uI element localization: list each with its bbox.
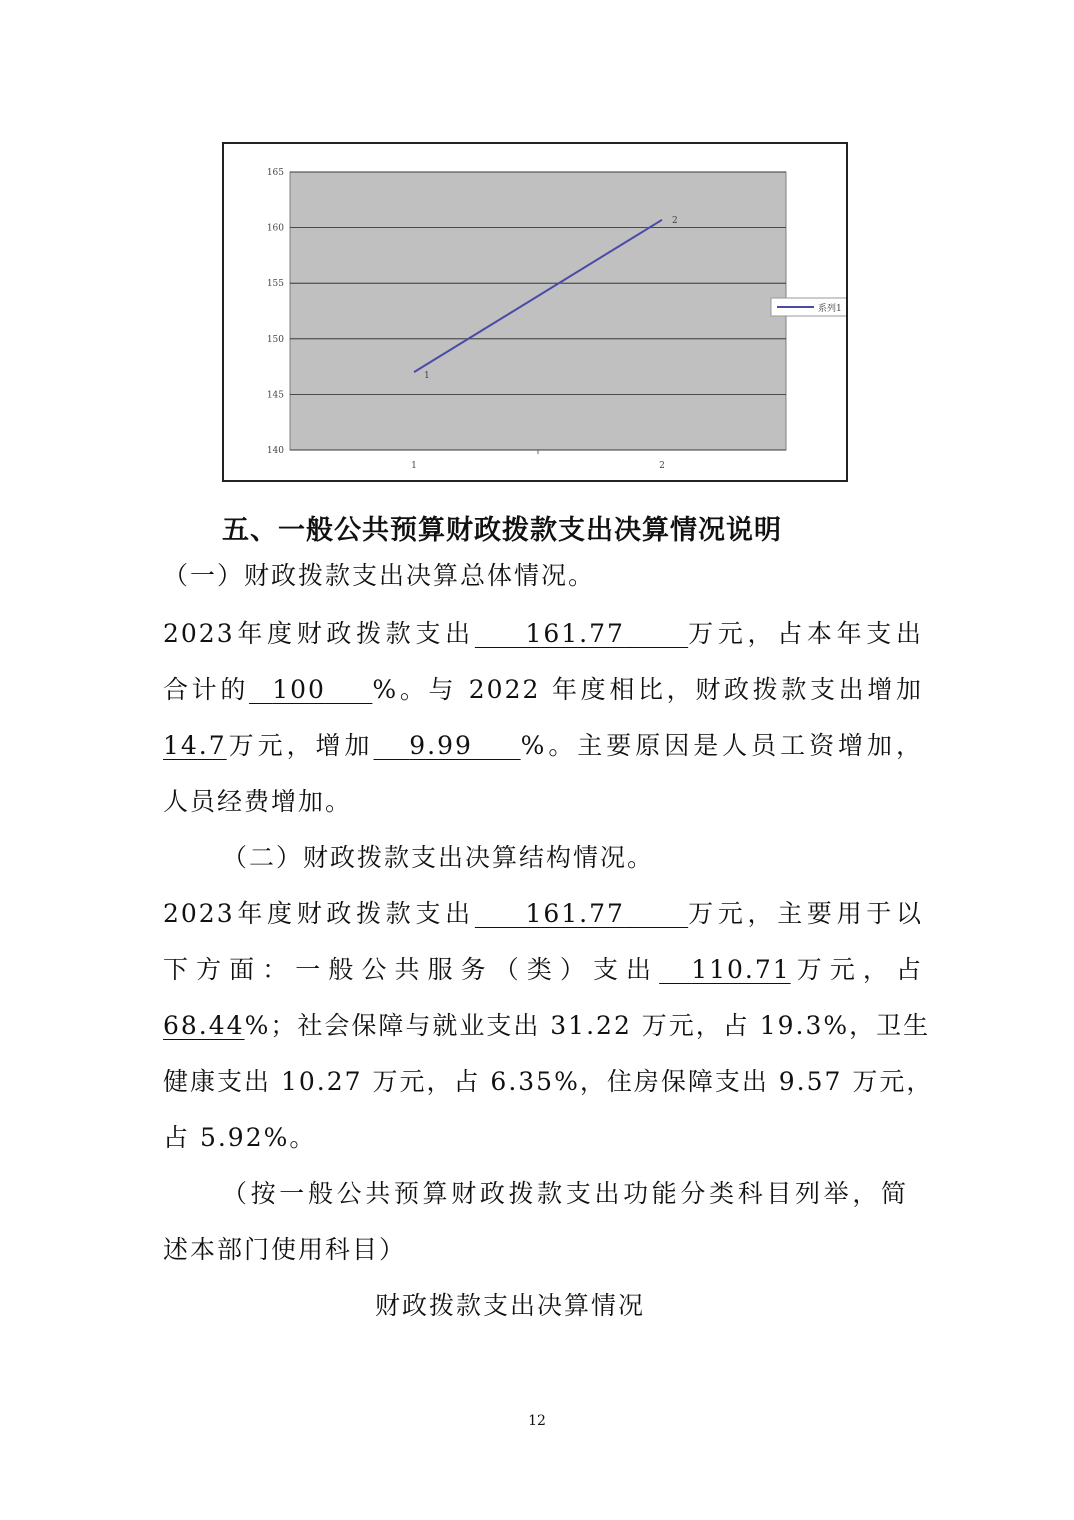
section-heading: 五、一般公共预算财政拨款支出决算情况说明 [222, 515, 782, 546]
paragraph-2-line-4: 健康支出 10.27 万元，占 6.35%，住房保障支出 9.57 万元， [163, 1067, 934, 1096]
paragraph-1-line-1 [163, 614, 923, 650]
text: %；社会保障与就业支出 31.22 万元，占 19.3%，卫生 [244, 1011, 931, 1040]
text: 万元，主要用于以 [688, 899, 923, 928]
page-number: 12 [528, 1413, 546, 1429]
data-point-label: 1 [424, 371, 430, 382]
paragraph-1-line-4: 人员经费增加。 [163, 787, 353, 816]
paragraph-1-line-2 [163, 670, 923, 706]
chart-svg [224, 144, 846, 480]
legend-label: 系列1 [818, 304, 842, 314]
paragraph-2-line-3 [163, 1006, 931, 1042]
y-tick-label: 155 [266, 279, 284, 290]
text: 2023年度财政拨款支出 [163, 619, 475, 648]
plot-area [290, 172, 786, 450]
text: 2023年度财政拨款支出 [163, 899, 475, 928]
x-tick-label: 2 [659, 461, 665, 471]
text: 合计的 [163, 675, 249, 704]
subheading-1: （一）财政拨款支出决算总体情况。 [163, 561, 596, 590]
text: %。与 2022 年度相比，财政拨款支出增加 [372, 675, 923, 704]
legend [771, 298, 846, 316]
paragraph-2-line-5: 占 5.92%。 [163, 1123, 317, 1152]
general-service-value: 110.71 [691, 955, 791, 984]
y-tick-label: 160 [266, 223, 284, 234]
paragraph-2-line-1 [163, 894, 923, 930]
data-point-label: 2 [672, 215, 678, 226]
increase-amount: 14.7 [163, 731, 227, 760]
note-line-2: 述本部门使用科目） [163, 1235, 407, 1264]
subheading-2: （二）财政拨款支出决算结构情况。 [222, 843, 655, 872]
y-tick-label: 165 [266, 168, 284, 178]
general-service-share: 68.44 [163, 1011, 245, 1040]
text: 万元，占本年支出 [688, 619, 923, 648]
total-expenditure-value-2: 161.77 [525, 899, 625, 928]
line-chart [222, 142, 848, 482]
share-value: 100 [272, 675, 326, 704]
x-tick-label: 1 [411, 461, 417, 471]
text: 下方面：一般公共服务（类）支出 [163, 955, 660, 984]
y-tick-label: 145 [266, 390, 284, 401]
y-tick-label: 150 [266, 334, 284, 345]
paragraph-2-line-2 [163, 950, 923, 986]
table-title: 财政拨款支出决算情况 [374, 1291, 645, 1320]
paragraph-1-line-3 [163, 726, 923, 762]
note-line-1: （按一般公共预算财政拨款支出功能分类科目列举，简 [222, 1179, 908, 1208]
increase-percent: 9.99 [409, 731, 473, 760]
total-expenditure-value: 161.77 [525, 619, 625, 648]
text: 万元，占 [790, 955, 923, 984]
text: 万元，增加 [226, 731, 374, 760]
text: %。主要原因是人员工资增加， [520, 731, 923, 760]
y-tick-label: 140 [266, 446, 284, 456]
